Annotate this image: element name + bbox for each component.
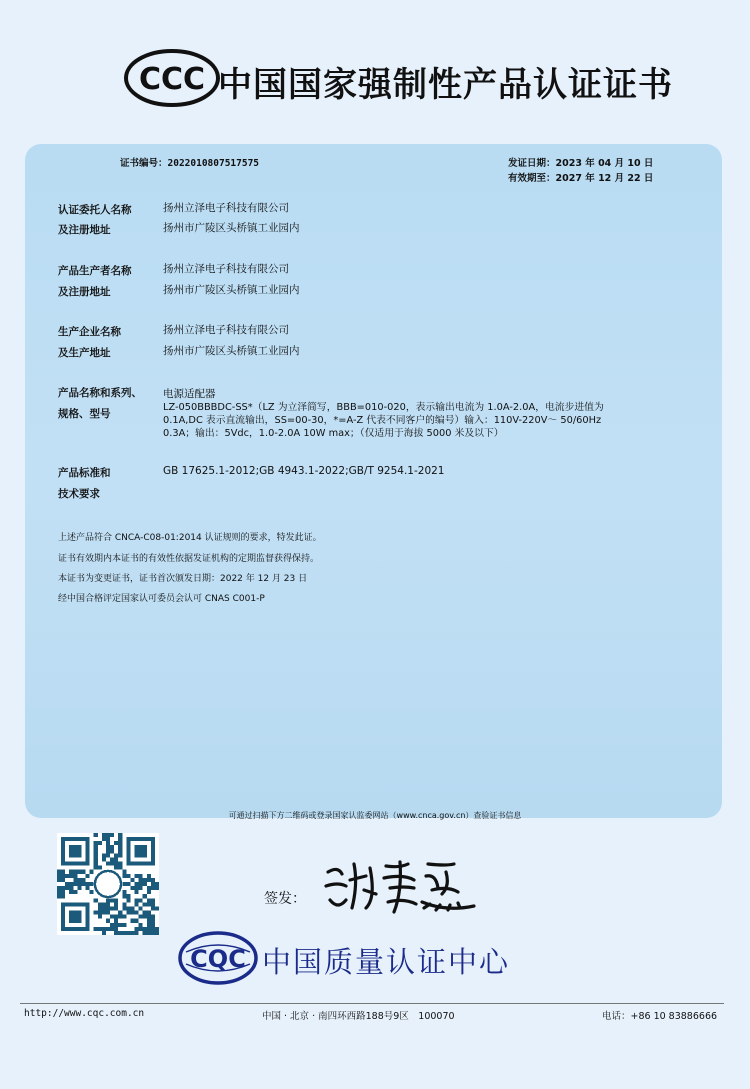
standard-value: GB 17625.1-2012;GB 4943.1-2022;GB/T 9254.1-2021	[163, 465, 445, 477]
product-spec-line: 0.3A；输出：5Vdc，1.0-2.0A 10W max；（仅适用于海拔 5000 米及以下）	[163, 428, 504, 439]
cert-number-value: 2022010807517575	[167, 158, 260, 169]
product-spec-line: 0.1A,DC 表示直流输出，SS=00-30，*=A-Z 代表不同客户的编号）输入：110V-220V～ 50/60Hz	[163, 415, 602, 426]
verify-instructions: 可通过扫描下方二维码或登录国家认监委网站（www.cnca.gov.cn）查验证书信息	[228, 811, 522, 820]
factory-address-label: 及生产地址	[58, 347, 111, 359]
issue-date-value: 2023 年 04 月 10 日	[555, 158, 654, 169]
signature-image	[320, 856, 480, 920]
applicant-label: 认证委托人名称	[58, 204, 132, 216]
cqc-logo-text: CQC	[190, 945, 246, 973]
cert-number-label: 证书编号：	[120, 158, 168, 169]
certificate-body-panel	[25, 144, 722, 818]
footer-divider	[20, 1003, 724, 1004]
note-line: 上述产品符合 CNCA-C08-01:2014 认证规则的要求，特发此证。	[58, 533, 322, 543]
qr-code-icon[interactable]	[57, 833, 159, 935]
valid-until	[508, 170, 653, 184]
issue-date	[508, 155, 653, 169]
note-line: 经中国合格评定国家认可委员会认可 CNAS C001-P	[58, 594, 265, 604]
issue-date-label: 发证日期：	[508, 158, 556, 169]
product-label: 产品名称和系列、	[58, 387, 142, 399]
factory-name: 扬州立泽电子科技有限公司	[163, 324, 289, 336]
valid-until-label: 有效期至：	[508, 173, 556, 184]
footer-phone: 电话：+86 10 83886666	[602, 1011, 718, 1022]
applicant-address: 扬州市广陵区头桥镇工业园内	[163, 222, 300, 234]
factory-label: 生产企业名称	[58, 326, 121, 338]
footer-website[interactable]: http://www.cqc.com.cn	[24, 1008, 145, 1019]
certificate-title: 中国国家强制性产品认证证书	[218, 65, 673, 105]
factory-address: 扬州市广陵区头桥镇工业园内	[163, 345, 300, 357]
footer-address: 中国 · 北京 · 南四环西路188号9区 100070	[262, 1011, 455, 1022]
product-name: 电源适配器	[163, 388, 216, 400]
manufacturer-address-label: 及注册地址	[58, 286, 111, 298]
note-line: 本证书为变更证书，证书首次颁发日期：2022 年 12 月 23 日	[58, 574, 308, 584]
signature-label: 签发：	[264, 891, 306, 907]
cert-number	[120, 155, 259, 169]
product-model-label: 规格、型号	[58, 408, 111, 420]
manufacturer-address: 扬州市广陵区头桥镇工业园内	[163, 284, 300, 296]
ccc-mark-icon	[122, 48, 222, 108]
standard-label-2: 技术要求	[58, 488, 100, 500]
certificate-header	[0, 0, 750, 140]
manufacturer-label: 产品生产者名称	[58, 265, 132, 277]
applicant-address-label: 及注册地址	[58, 224, 111, 236]
cqc-logo-icon	[176, 930, 260, 986]
valid-until-value: 2027 年 12 月 22 日	[555, 173, 654, 184]
product-spec-line: LZ-050BBBDC-SS*（LZ 为立泽简写，BBB=010-020，表示输出电流为 1.0A-2.0A，电流步进值为	[163, 402, 604, 413]
applicant-name: 扬州立泽电子科技有限公司	[163, 202, 289, 214]
manufacturer-name: 扬州立泽电子科技有限公司	[163, 263, 289, 275]
standard-label: 产品标准和	[58, 467, 111, 479]
note-line: 证书有效期内本证书的有效性依据发证机构的定期监督获得保持。	[58, 554, 320, 564]
issuer-name: 中国质量认证中心	[262, 945, 511, 979]
ccc-logo-text: CCC	[138, 62, 206, 97]
